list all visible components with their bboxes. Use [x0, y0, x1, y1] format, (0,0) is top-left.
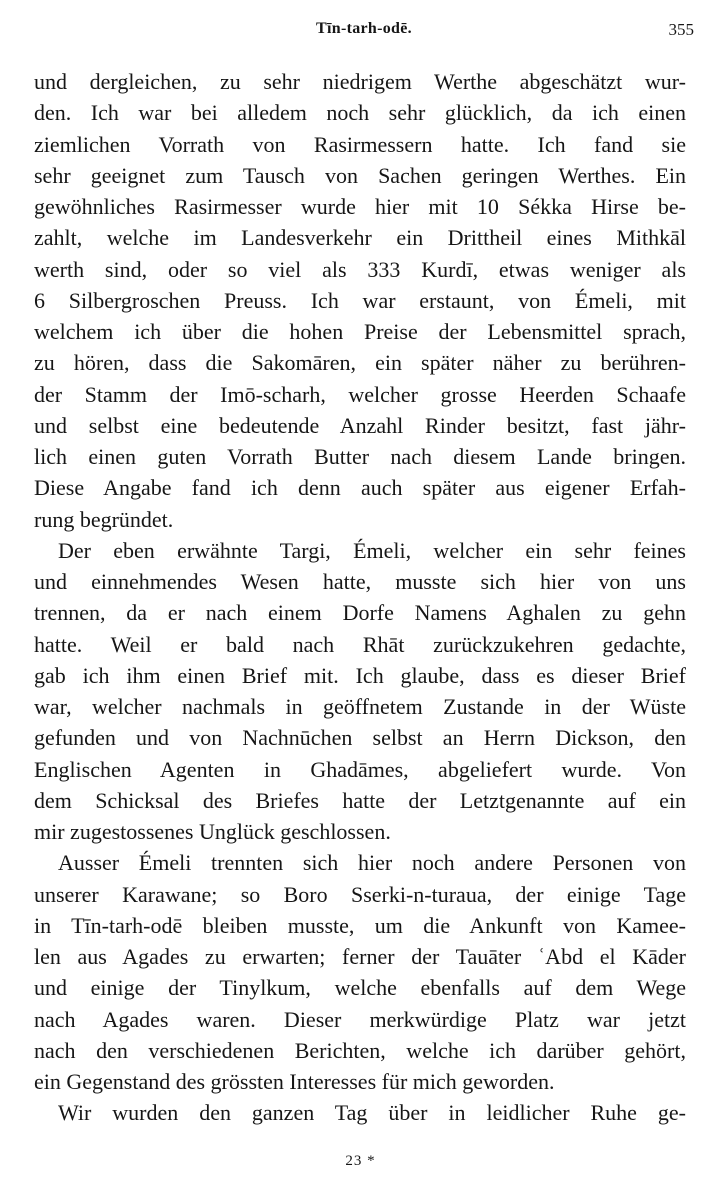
text-line: zu hören, dass die Sakomāren, ein später näher zu berühren- [34, 350, 686, 376]
text-line: hatte. Weil er bald nach Rhāt zurückzukehren gedachte, [34, 631, 686, 657]
text-line: und einige der Tinylkum, welche ebenfalls auf dem Wege [34, 975, 686, 1001]
text-line: ein Gegenstand des grössten Interesses für mich geworden. [34, 1069, 555, 1094]
text-line: 6 Silbergroschen Preuss. Ich war erstaunt, von Émeli, mit [34, 287, 686, 313]
paragraph [34, 535, 686, 848]
page-number: 355 [668, 20, 694, 39]
text-line: gewöhnliches Rasirmesser wurde hier mit 10 Sékka Hirse be- [34, 194, 686, 219]
text-line: Englischen Agenten in Ghadāmes, abgeliefert wurde. Von [34, 756, 686, 782]
text-line: nach Agades waren. Dieser merkwürdige Platz war jetzt [34, 1006, 686, 1032]
text-line: Der eben erwähnte Targi, Émeli, welcher ein sehr feines [58, 537, 686, 563]
text-body [34, 66, 686, 1129]
text-line: lich einen guten Vorrath Butter nach diesem Lande bringen. [34, 444, 686, 469]
text-line: Ausser Émeli trennten sich hier noch andere Personen von [58, 850, 686, 876]
text-line: der Stamm der Imō-scharh, welcher grosse Heerden Schaafe [34, 381, 686, 407]
text-line: rung begründet. [34, 506, 174, 532]
text-line: werth sind, oder so viel als 333 Kurdī, etwas weniger als [34, 256, 686, 282]
running-title: Tīn-tarh-odē. [316, 20, 412, 37]
paragraph [34, 847, 686, 1097]
text-line: trennen, da er nach einem Dorfe Namens Aghalen zu gehn [34, 600, 686, 626]
text-line: unserer Karawane; so Boro Sserki-n-turaua, der einige Tage [34, 881, 686, 907]
text-line: Diese Angabe fand ich denn auch später aus eigener Erfah- [34, 475, 686, 501]
text-line: mir zugestossenes Unglück geschlossen. [34, 819, 391, 844]
text-line: und dergleichen, zu sehr niedrigem Werthe abgeschätzt wur- [34, 69, 686, 94]
text-line: nach den verschiedenen Berichten, welche ich darüber gehört, [34, 1037, 686, 1063]
text-line: welchem ich über die hohen Preise der Lebensmittel sprach, [34, 319, 686, 344]
text-line: und selbst eine bedeutende Anzahl Rinder besitzt, fast jähr- [34, 412, 686, 438]
text-line: den. Ich war bei alledem noch sehr glücklich, da ich einen [34, 100, 686, 126]
text-line: zahlt, welche im Landesverkehr ein Drittheil eines Mithkāl [34, 225, 686, 251]
text-line: war, welcher nachmals in geöffnetem Zustande in der Wüste [34, 694, 686, 719]
printer-signature: 23 * [345, 1153, 376, 1169]
running-head [34, 20, 694, 46]
text-line: gefunden und von Nachnūchen selbst an Herrn Dickson, den [34, 725, 686, 751]
paragraph [34, 66, 686, 535]
text-line: sehr geeignet zum Tausch von Sachen geringen Werthes. Ein [34, 162, 686, 188]
text-line: dem Schicksal des Briefes hatte der Letztgenannte auf ein [34, 787, 686, 813]
text-line: in Tīn-tarh-odē bleiben musste, um die Ankunft von Kamee- [34, 912, 686, 938]
text-line: und einnehmendes Wesen hatte, musste sich hier von uns [34, 569, 686, 594]
text-line: gab ich ihm einen Brief mit. Ich glaube, dass es dieser Brief [34, 662, 686, 688]
paragraph [34, 1097, 686, 1128]
text-line: ziemlichen Vorrath von Rasirmessern hatte. Ich fand sie [34, 131, 686, 157]
text-line: len aus Agades zu erwarten; ferner der Tauāter ʿAbd el Kāder [34, 944, 686, 969]
text-line: Wir wurden den ganzen Tag über in leidlicher Ruhe ge- [58, 1100, 686, 1126]
